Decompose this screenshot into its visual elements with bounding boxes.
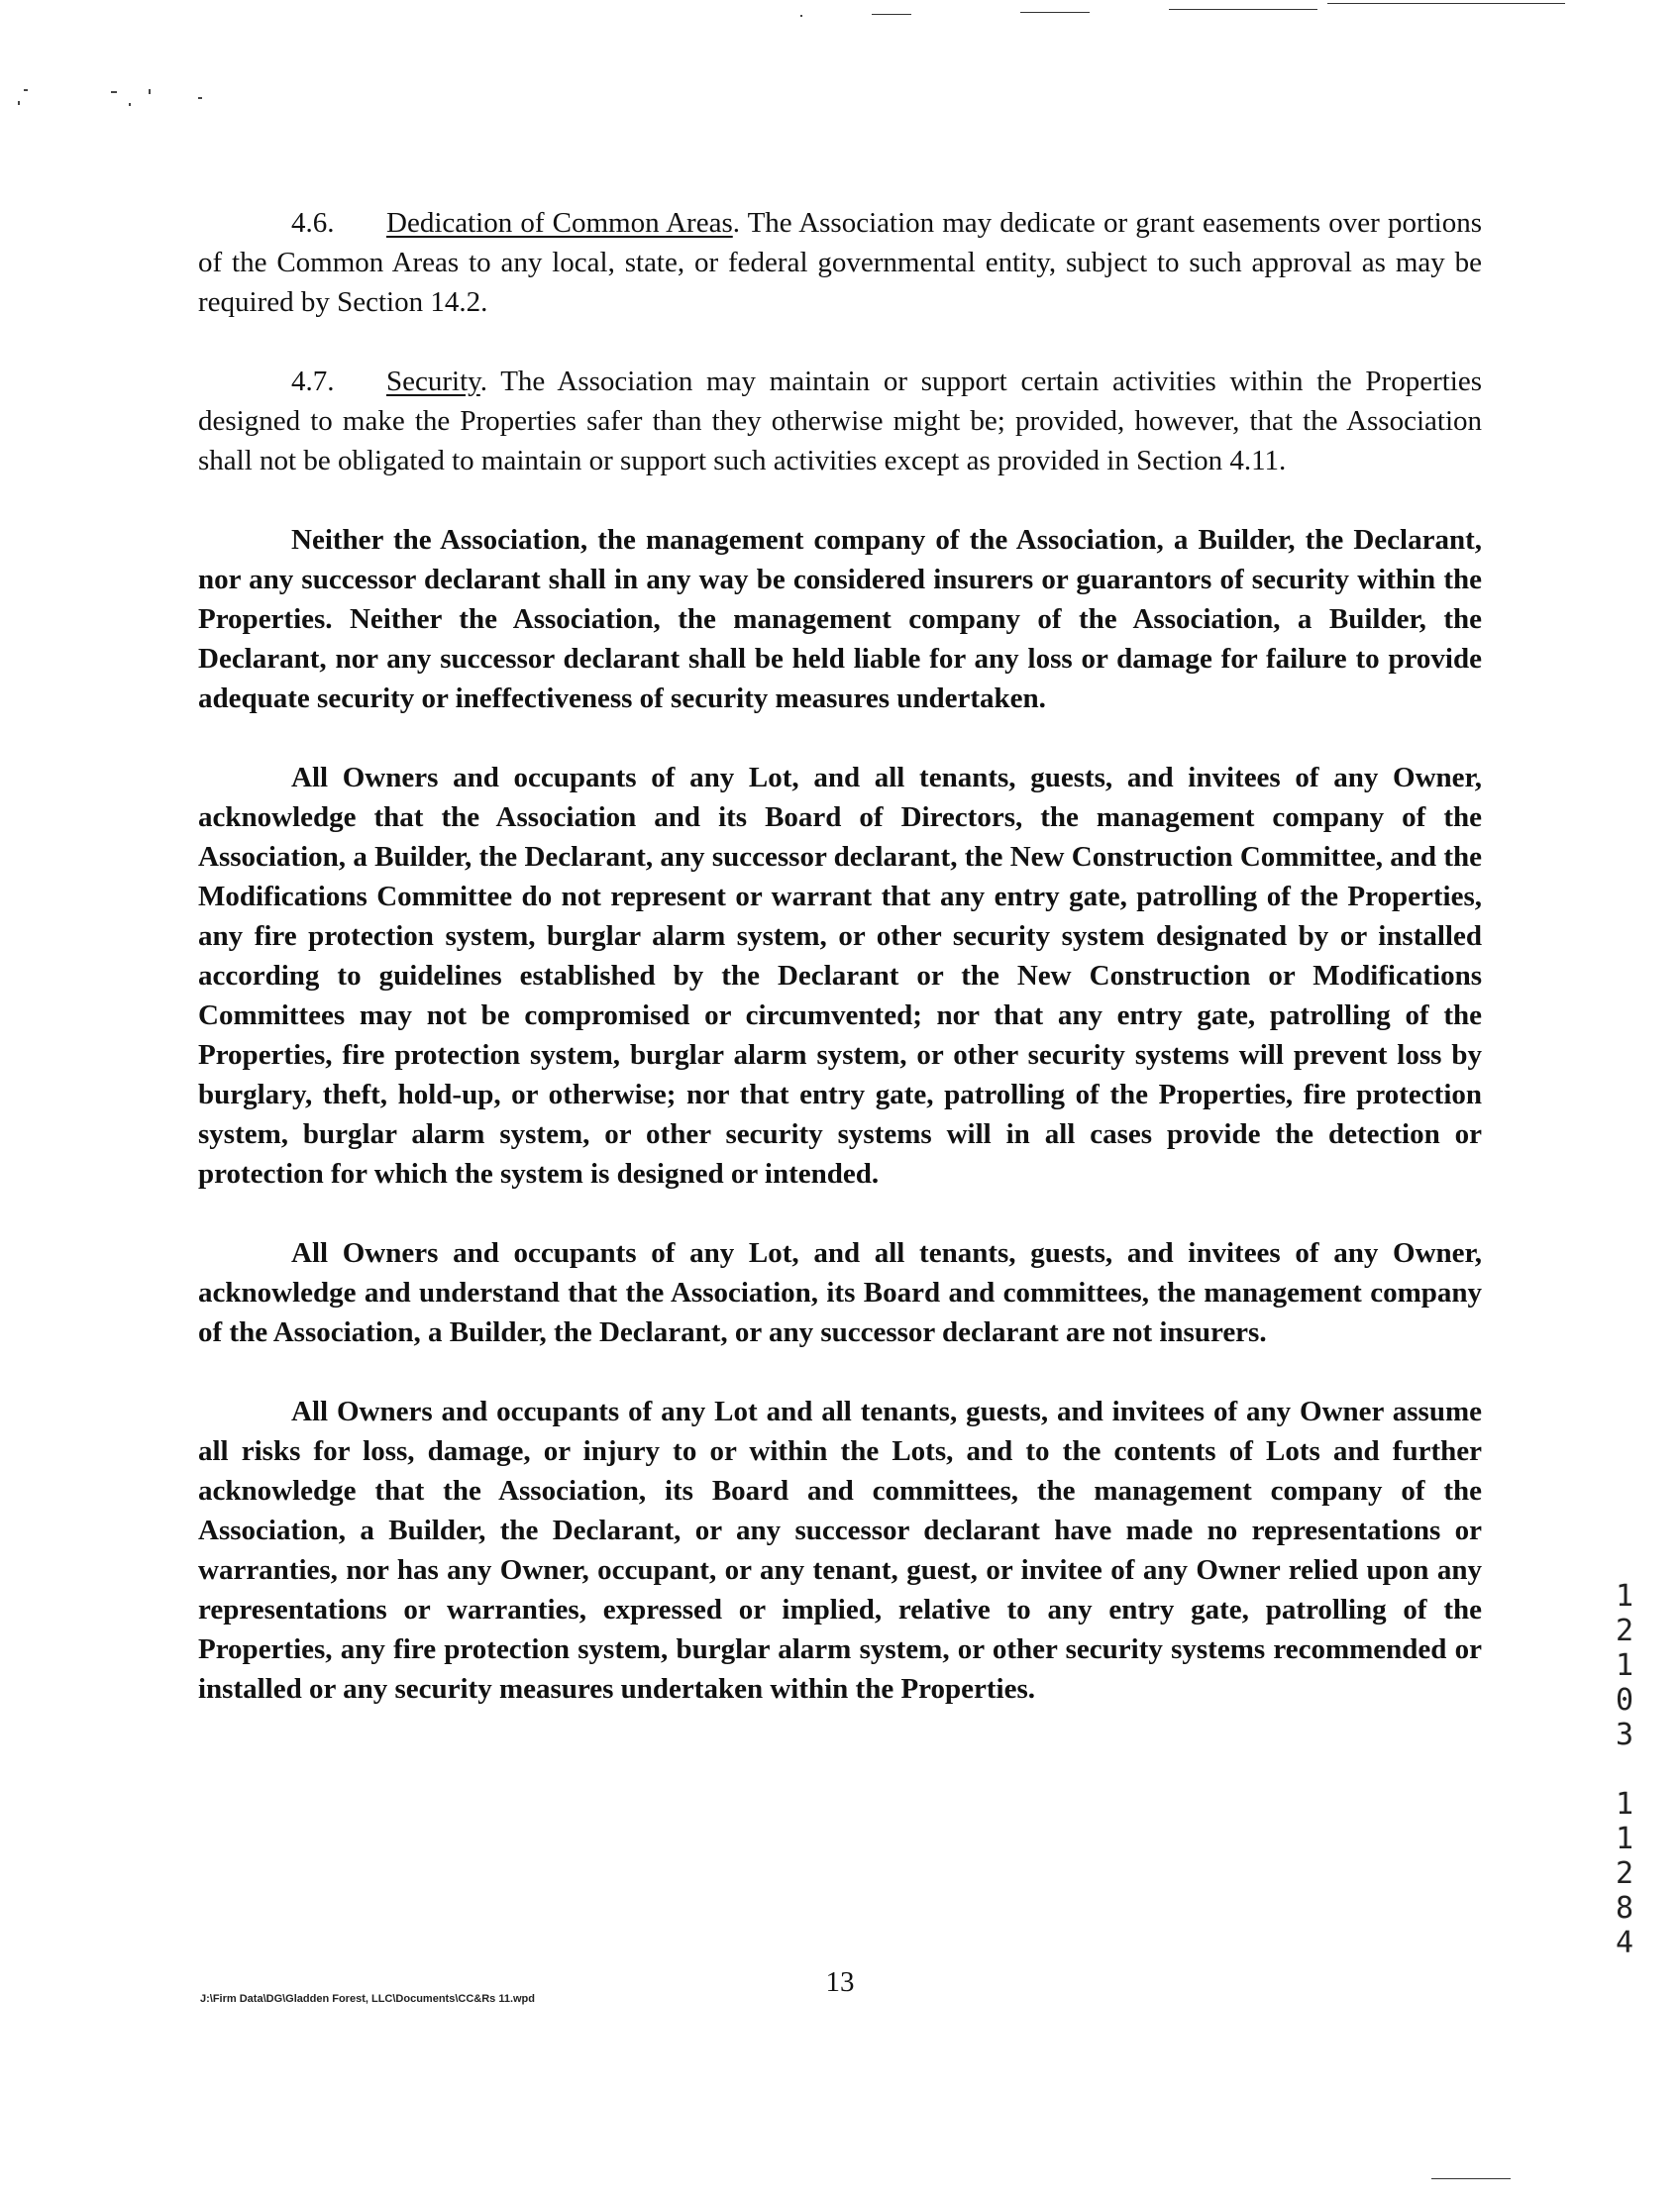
stamp-digit: 2 (1615, 1614, 1634, 1648)
section-4-6 (198, 203, 1482, 322)
scan-speck (800, 15, 802, 17)
no-warranty-paragraph: All Owners and occupants of any Lot, and all tenants, guests, and invitees of any Owner, acknowledge that the Association and its Board of Directors, the management company of the Association, a Builder, the Declarant, any successor declarant, the New Construction Committee, and the Modifications Committee do not represent or warrant that any entry gate, patrolling of the Properties, any fire protection system, burglar alarm system, or other security system designated by or installed according to guidelines established by the Declarant or the New Construction or Modifications Committees may not be compromised or circumvented; nor that any entry gate, patrolling of the Properties, fire protection system, burglar alarm system, or other security systems will prevent loss by burglary, theft, hold-up, or otherwise; nor that entry gate, patrolling of the Properties, fire protection system, burglar alarm system, or other security systems will in all cases provide the detection or protection for which the system is designed or intended. (198, 762, 1482, 1190)
scan-speck (149, 89, 151, 94)
scan-artifact-line (1327, 3, 1565, 4)
section-number: 4.7. (291, 366, 335, 397)
scan-artifact-line (1169, 9, 1317, 10)
scan-speck (198, 97, 202, 99)
scan-speck (18, 101, 20, 105)
scan-artifact-line (872, 14, 911, 15)
stamp-digit: 4 (1615, 1926, 1634, 1960)
page-number: 13 (825, 1966, 855, 1998)
section-number: 4.6. (291, 207, 335, 239)
stamp-digit: 2 (1615, 1856, 1634, 1891)
scan-speck (111, 91, 117, 93)
section-caption: Security (386, 366, 480, 397)
stamp-digit: 1 (1615, 1822, 1634, 1856)
footer-file-path: J:\Firm Data\DG\Gladden Forest, LLC\Documents\CC&Rs 11.wpd (200, 1993, 535, 2005)
stamp-digit: 1 (1615, 1787, 1634, 1822)
stamp-digit: 0 (1615, 1683, 1634, 1718)
stamp-digit: 8 (1615, 1891, 1634, 1926)
scan-speck (24, 89, 28, 91)
not-insurers-paragraph: All Owners and occupants of any Lot, and all tenants, guests, and invitees of any Owner, acknowledge and understand that the Association, its Board and committees, the management company of the Association, a Builder, the Declarant, or any successor declarant are not insurers. (198, 1237, 1482, 1348)
recording-stamp (1605, 1579, 1644, 1960)
scan-speck (129, 103, 131, 106)
stamp-digit (1605, 1752, 1644, 1787)
security-disclaimer-paragraph: Neither the Association, the management company of the Association, a Builder, the Declarant, nor any successor declarant shall in any way be considered insurers or guarantors of security within the Properties. Neither the Association, the management company of the Association, a Builder, the Declarant, nor any successor declarant shall be held liable for any loss or damage for failure to provide adequate security or ineffectiveness of security measures undertaken. (198, 524, 1482, 714)
stamp-digit: 1 (1615, 1579, 1634, 1614)
document-body (198, 203, 1482, 1709)
section-text: . The Association may dedicate or grant easements over portions of the Common Areas to any local, state, or federal governmental entity, subject to such approval as may be required by Section 14.2. (198, 207, 1483, 318)
section-4-7 (198, 362, 1482, 480)
section-text: . The Association may maintain or support certain activities within the Properties designed to make the Properties safer than they otherwise might be; provided, however, that the Association shall not be obligated to maintain or support such activities except as provided in Section 4.11. (198, 366, 1482, 476)
scan-artifact-line (1020, 12, 1090, 13)
section-caption: Dedication of Common Areas (386, 207, 733, 239)
assumption-of-risk-paragraph: All Owners and occupants of any Lot and all tenants, guests, and invitees of any Owner assume all risks for loss, damage, or injury to or within the Lots, and to the contents of Lots and further acknowledge that the Association, its Board and committees, the management company of the Association, a Builder, the Declarant, or any successor declarant have made no representations or warranties, nor has any Owner, occupant, or any tenant, guest, or invitee of any Owner relied upon any representations or warranties, expressed or implied, relative to any entry gate, patrolling of the Properties, any fire protection system, burglar alarm system, or other security systems recommended or installed or any security measures undertaken within the Properties. (198, 1396, 1482, 1705)
scan-artifact-line (1431, 2178, 1511, 2179)
stamp-digit: 1 (1615, 1648, 1634, 1683)
stamp-digit: 3 (1615, 1718, 1634, 1752)
